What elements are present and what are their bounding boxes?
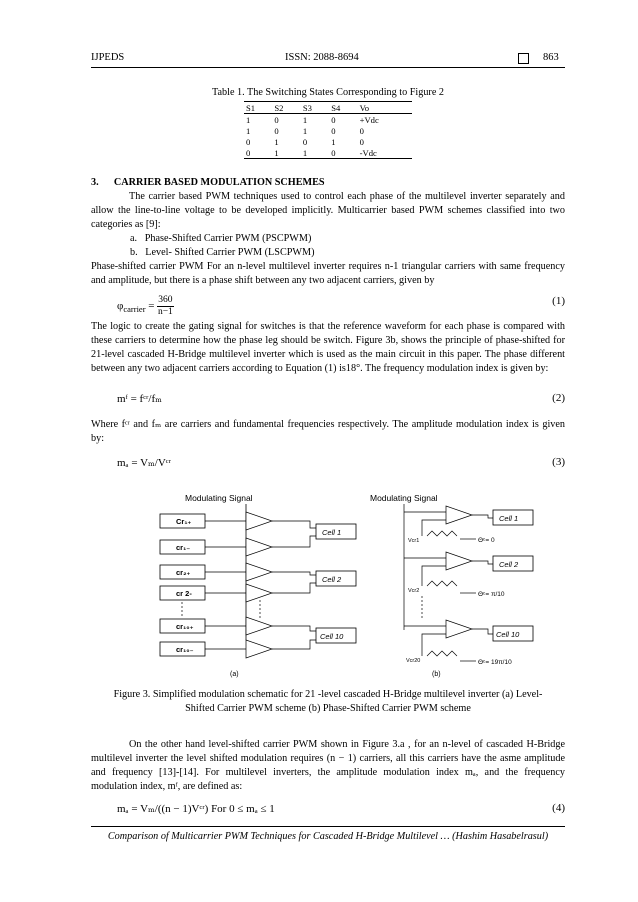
carrier-label: cr₂₊ [176, 568, 191, 577]
table-cell: 1 [302, 114, 308, 125]
table-cell: 1 [274, 136, 279, 147]
table-cell: 0 [246, 147, 251, 158]
table-cell: 1 [331, 136, 336, 147]
table-row [244, 125, 412, 136]
checkbox-icon [518, 53, 529, 64]
cell-label: Cell 2 [322, 575, 342, 584]
carrier-label: Cr₁₊ [176, 517, 192, 526]
vcr-label: Vcr1 [408, 538, 420, 544]
issn: ISSN: 2088-8694 [285, 52, 359, 63]
cell-label: Cell 10 [320, 632, 344, 641]
table-cell: 0 [246, 136, 251, 147]
paragraph-5: On the other hand level-shifted carrier PWM shown in Figure 3.a , for an n-level of cascaded H-Bridge multilevel inverter the level shifted modulation requires (n − 1) carriers, all this carriers have the asme amplitude and frequency [13]-[14]. For multilevel inverters, the amplitude modulation index mₐ, and the frequency modulation index, mᶠ, are defined as: [91, 739, 565, 792]
footer-rule [91, 826, 565, 827]
paragraph-4: Where fᶜʳ and fₘ are carriers and fundamental frequencies respectively. The amplitude modulation index is given by: [91, 419, 565, 444]
footer: Comparison of Multicarrier PWM Techniques for Cascaded H-Bridge Multilevel … (Hashim Hasabelrasul) [107, 831, 549, 842]
table-cell: 0 [274, 114, 279, 125]
carrier-label: cr₁₀₋ [176, 645, 194, 654]
cell-boxes-right [493, 510, 533, 641]
table-cell: 1 [246, 125, 251, 136]
cell-boxes [316, 524, 356, 643]
table-caption: Table 1. The Switching States Corresponding to Figure 2 [212, 87, 444, 98]
equation-1: $\varphi_{carrier}$ = $\frac{360}{n-1}$ (1) [117, 295, 565, 317]
table-cell: 0 [359, 136, 364, 147]
paragraph-1: The carrier based PWM techniques used to control each phase of the multilevel inverter separately and allow the line-to-line voltage to be developed implicitly. Multicarrier based PWM schemes classified into two categories as [9]: [91, 191, 565, 230]
theta-label: Θᶜ= 19π/10 [478, 659, 512, 666]
label-b: (b) [432, 671, 441, 678]
cell-label: Cell 10 [496, 630, 520, 639]
table-cell: +Vdc [359, 114, 379, 125]
table-header: S3 [302, 102, 312, 113]
table-cell: 1 [302, 147, 308, 158]
figure-3-schematic [150, 490, 540, 680]
right-figure-title: Modulating Signal [370, 493, 438, 503]
cell-label: Cell 1 [322, 528, 342, 537]
carrier-label: cr₁₀₊ [176, 622, 194, 631]
table-row [244, 114, 412, 126]
table-cell: 1 [302, 125, 308, 136]
theta-label: Θᶜ= 0 [478, 537, 495, 544]
journal-name: IJPEDS [91, 52, 125, 63]
table-cell: 0 [331, 147, 336, 158]
header-rule [91, 67, 565, 68]
table-row [244, 147, 412, 159]
vcr-label: Vcr20 [406, 658, 421, 664]
table-cell: 0 [331, 125, 336, 136]
table-cell: 1 [274, 147, 279, 158]
table-cell: 0 [331, 114, 336, 125]
table-cell: 0 [302, 136, 308, 147]
section-heading: 3. CARRIER BASED MODULATION SCHEMES [91, 177, 325, 188]
carrier-label: cr₁₋ [176, 543, 191, 552]
left-figure-title: Modulating Signal [185, 493, 253, 503]
cell-label: Cell 1 [499, 514, 519, 523]
carrier-label: cr 2- [176, 589, 192, 598]
table-row [244, 136, 412, 147]
paragraph-3: The logic to create the gating signal for switches is that the reference waveform for each phase is compared with these carriers to determine how the phase leg should be switch. Figure 3b, shows the principle of phase-shifted for 21-level cascaded H-Bridge multilevel inverter which is used as the main circuit in this paper. The phase different between any two adjacent carriers according to Equation (1) is18°. The frequency modulation index is given by: [91, 321, 565, 374]
table-cell: 0 [359, 125, 364, 136]
table-cell: 1 [246, 114, 251, 125]
table-cell: 0 [274, 125, 279, 136]
theta-label: Θᶜ= π/10 [478, 591, 505, 598]
cell-label: Cell 2 [499, 560, 519, 569]
list-item: b. Level- Shifted Carrier PWM (LSCPWM) [130, 247, 315, 258]
table-header: S2 [274, 102, 284, 113]
page-number: 863 [543, 52, 559, 63]
vcr-label: Vcr2 [408, 588, 420, 594]
table-header: S1 [246, 102, 256, 113]
table-cell: -Vdc [359, 147, 377, 158]
list-item: a. Phase-Shifted Carrier PWM (PSCPWM) [130, 233, 312, 244]
table-header: Vo [359, 102, 370, 113]
paragraph-2: Phase-shifted carrier PWM For an n-level multilevel inverter requires n-1 triangular carriers with same frequency and amplitude, but there is a phase shift between any two adjacent carriers, given by [91, 261, 565, 286]
carrier-boxes [160, 514, 205, 656]
table-header: S4 [331, 102, 341, 113]
switching-table [244, 101, 412, 159]
label-a: (a) [230, 671, 239, 678]
figure-caption: Figure 3. Simplified modulation schematic for 21 -level cascaded H-Bridge multilevel inverter (a) Level-Shifted Carrier PWM scheme (b) Phase-Shifted Carrier PWM scheme [113, 689, 543, 714]
